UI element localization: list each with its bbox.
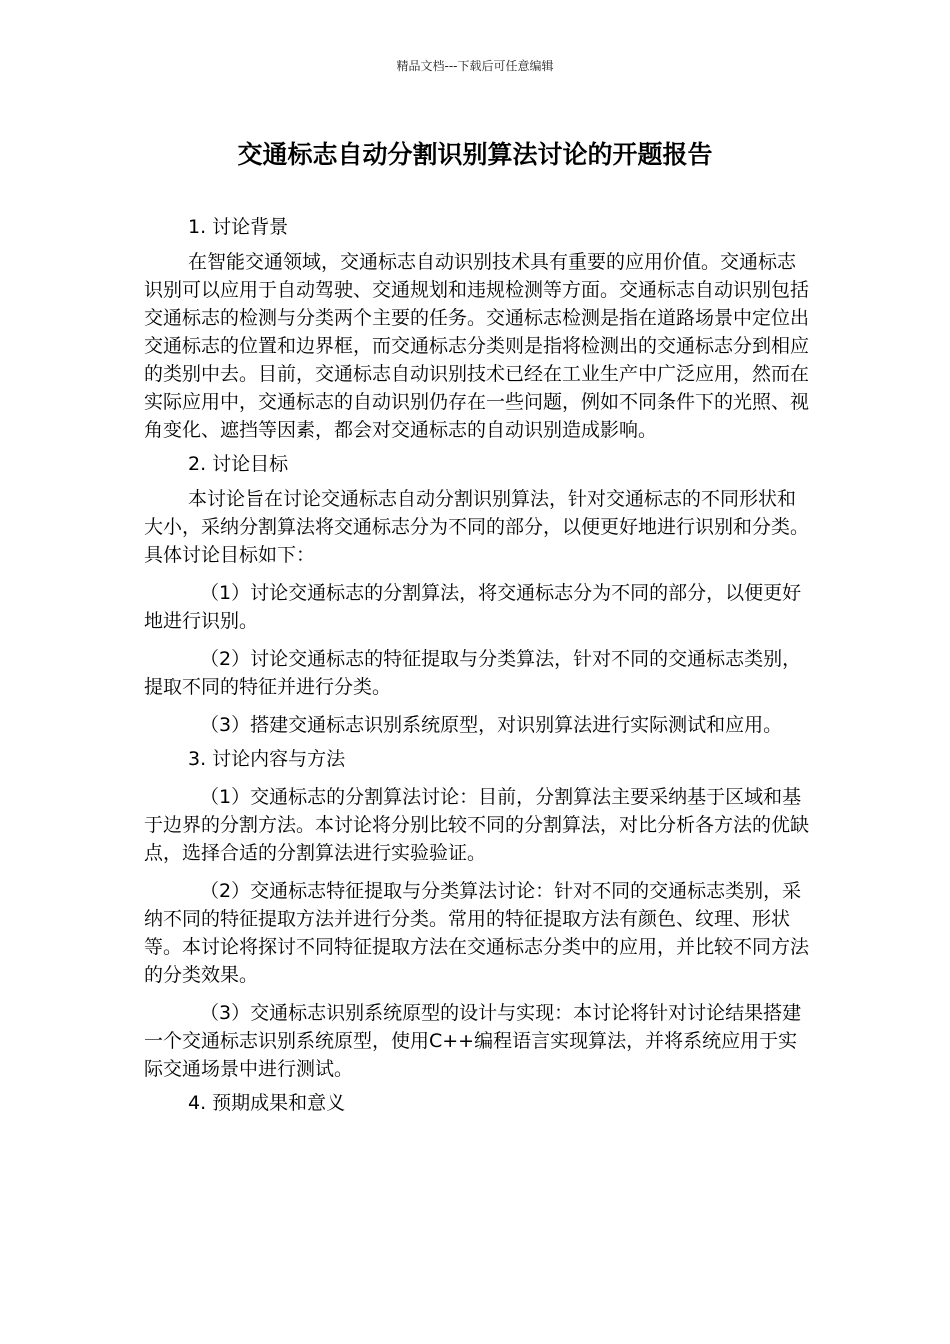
section-heading-objectives: 2. 讨论目标 [188, 453, 289, 475]
method-item-2: （2）交通标志特征提取与分类算法讨论：针对不同的交通标志类别，采纳不同的特征提取方法并进行分类。常用的特征提取方法有颜色、纹理、形状等。本讨论将探讨不同特征提取方法在交通标志分类中的应用，并比较不同方法的分类效果。 [144, 880, 810, 986]
objective-item-1: （1）讨论交通标志的分割算法，将交通标志分为不同的部分，以便更好地进行识别。 [144, 582, 802, 632]
background-paragraph: 在智能交通领域，交通标志自动识别技术具有重要的应用价值。交通标志识别可以应用于自动驾驶、交通规划和违规检测等方面。交通标志自动识别包括交通标志的检测与分类两个主要的任务。交通标志检测是指在道路场景中定位出交通标志的位置和边界框，而交通标志分类则是指将检测出的交通标志分到相应的类别中去。目前，交通标志自动识别技术已经在工业生产中广泛应用，然而在实际应用中，交通标志的自动识别仍存在一些问题，例如不同条件下的光照、视角变化、遮挡等因素，都会对交通标志的自动识别造成影响。 [144, 251, 810, 441]
page-header: 精品文档---下载后可任意编辑 [396, 59, 554, 73]
objective-item-3: （3）搭建交通标志识别系统原型，对识别算法进行实际测试和应用。 [200, 714, 783, 736]
section-heading-methods: 3. 讨论内容与方法 [188, 748, 346, 770]
method-item-3: （3）交通标志识别系统原型的设计与实现：本讨论将针对讨论结果搭建一个交通标志识别系统原型，使用C++编程语言实现算法，并将系统应用于实际交通场景中进行测试。 [144, 1002, 802, 1080]
document-title: 交通标志自动分割识别算法讨论的开题报告 [237, 140, 713, 169]
section-heading-background: 1. 讨论背景 [188, 216, 289, 238]
document-body [144, 213, 814, 1117]
section-heading-outcomes: 4. 预期成果和意义 [188, 1092, 346, 1114]
objective-item-2: （2）讨论交通标志的特征提取与分类算法，针对不同的交通标志类别，提取不同的特征并进行分类。 [144, 648, 802, 698]
objectives-paragraph: 本讨论旨在讨论交通标志自动分割识别算法，针对交通标志的不同形状和大小，采纳分割算法将交通标志分为不同的部分，以便更好地进行识别和分类。具体讨论目标如下： [144, 488, 810, 566]
method-item-1: （1）交通标志的分割算法讨论：目前，分割算法主要采纳基于区域和基于边界的分割方法。本讨论将分别比较不同的分割算法，对比分析各方法的优缺点，选择合适的分割算法进行实验验证。 [144, 786, 810, 864]
